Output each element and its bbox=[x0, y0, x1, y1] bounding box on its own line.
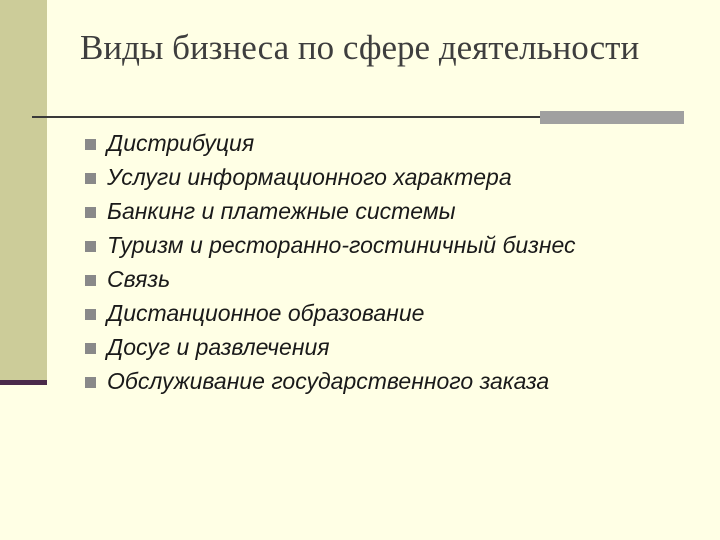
bullet-text: Обслуживание государственного заказа bbox=[107, 368, 550, 394]
bullet-item bbox=[84, 128, 704, 158]
bullet-text: Банкинг и платежные системы bbox=[107, 198, 456, 224]
square-bullet-icon bbox=[85, 173, 96, 184]
bullet-item bbox=[84, 366, 704, 396]
square-bullet-icon bbox=[85, 343, 96, 354]
square-bullet-icon bbox=[85, 241, 96, 252]
bullet-text: Досуг и развлечения bbox=[107, 334, 330, 360]
bullet-list bbox=[84, 128, 704, 400]
bullet-item bbox=[84, 196, 704, 226]
bullet-item bbox=[84, 298, 704, 328]
bullet-text: Услуги информационного характера bbox=[107, 164, 512, 190]
slide-title: Виды бизнеса по сфере деятельности bbox=[80, 28, 640, 67]
square-bullet-icon bbox=[85, 309, 96, 320]
left-decorative-band bbox=[0, 0, 47, 382]
left-band-divider bbox=[0, 380, 47, 385]
bullet-text: Туризм и ресторанно-гостиничный бизнес bbox=[107, 232, 576, 258]
bullet-item bbox=[84, 332, 704, 362]
square-bullet-icon bbox=[85, 377, 96, 388]
bullet-item bbox=[84, 230, 704, 260]
bullet-item bbox=[84, 162, 704, 192]
title-accent-bar bbox=[540, 111, 684, 124]
square-bullet-icon bbox=[85, 275, 96, 286]
bullet-item bbox=[84, 264, 704, 294]
bullet-text: Связь bbox=[107, 266, 171, 292]
square-bullet-icon bbox=[85, 207, 96, 218]
square-bullet-icon bbox=[85, 139, 96, 150]
bullet-text: Дистанционное образование bbox=[107, 300, 425, 326]
bullet-text: Дистрибуция bbox=[107, 130, 255, 156]
